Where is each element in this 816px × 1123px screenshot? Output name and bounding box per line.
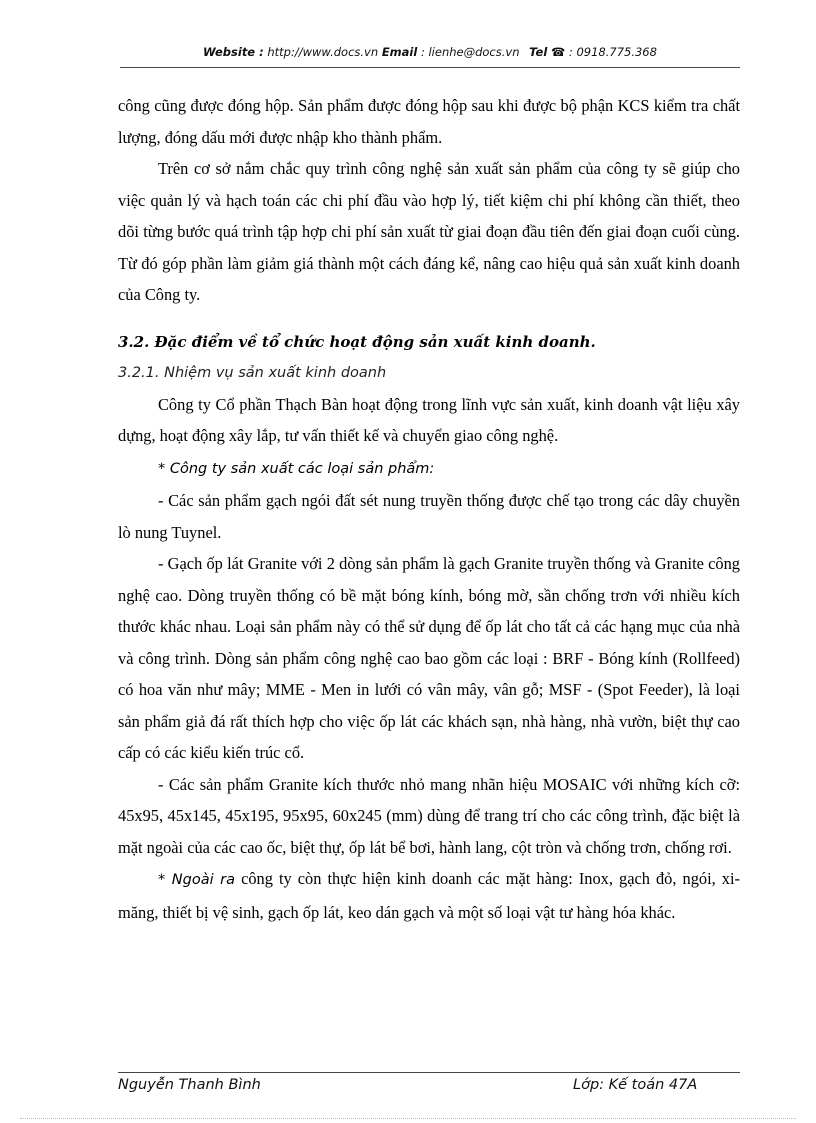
paragraph: - Các sản phẩm gạch ngói đất sét nung truyền thống được chế tạo trong các dây chuyền lò nung Tuynel. xyxy=(118,491,740,542)
tel-value: : 0918.775.368 xyxy=(568,45,657,59)
phone-icon: ☎ xyxy=(550,45,566,59)
email-label: Email xyxy=(381,45,418,59)
paragraph: - Gạch ốp lát Granite với 2 dòng sản phẩm là gạch Granite truyền thống và Granite công nghệ cao. Dòng truyền thống có bề mặt bóng kính, bóng mờ, sần chống trơn với nhiều kích thước khác nhau. Loại sản phẩm này có thể sử dụng để ốp lát cho tất cả các hạng mục của nhà và công trình. Dòng sản phẩm công nghệ cao bao gồm các loại : BRF - Bóng kính (Rollfeed) có hoa văn như mây; MME - Men in lưới có vân mây, vân gỗ; MSF - (Spot Feeder), là loại sản phẩm giả đá rất thích hợp cho việc ốp lát các khách sạn, nhà hàng, nhà vườn, biệt thự cao cấp có các kiểu kiến trúc cổ. xyxy=(118,554,740,762)
footer-author: Nguyễn Thanh Bình xyxy=(118,1077,261,1093)
tel-label: Tel xyxy=(529,45,548,59)
paragraph xyxy=(118,863,740,928)
paragraph: Trên cơ sở nắm chắc quy trình công nghệ sản xuất sản phẩm của công ty sẽ giúp cho việc quản lý và hạch toán các chi phí đầu vào hợp lý, tiết kiệm chi phí không cần thiết, theo dõi từng bước quá trình tập hợp chi phí sản xuất từ giai đoạn đầu tiên đến giai đoạn cuối cùng. Từ đó góp phần làm giảm giá thành một cách đáng kể, nâng cao hiệu quả sản xuất kinh doanh của Công ty. xyxy=(118,159,740,304)
paragraph: - Các sản phẩm Granite kích thước nhỏ mang nhãn hiệu MOSAIC với những kích cỡ: 45x95, 45x145, 45x195, 95x95, 60x245 (mm) dùng để trang trí cho các công trình, đặc biệt là mặt ngoài của các cao ốc, biệt thự, ốp lát bể bơi, hành lang, cột tròn và chống trơn, chống rơi. xyxy=(118,774,740,857)
bottom-divider xyxy=(20,1118,796,1119)
note-lead: * Ngoài ra xyxy=(158,872,236,888)
website-label: Website : xyxy=(203,45,264,59)
footer-class: Lớp: Kế toán 47A xyxy=(573,1077,698,1093)
website-value: http://www.docs.vn xyxy=(267,45,379,59)
document-body xyxy=(118,90,740,928)
paragraph: công cũng được đóng hộp. Sản phẩm được đóng hộp sau khi được bộ phận KCS kiểm tra chất lượng, đóng dấu mới được nhập kho thành phẩm. xyxy=(118,96,740,147)
page-footer xyxy=(118,1072,740,1093)
subsection-heading: 3.2.1. Nhiệm vụ sản xuất kinh doanh xyxy=(118,364,387,381)
paragraph xyxy=(118,452,740,486)
list-intro: * Công ty sản xuất các loại sản phẩm: xyxy=(158,460,435,477)
paragraph: Công ty Cổ phần Thạch Bàn hoạt động trong lĩnh vực sản xuất, kinh doanh vật liệu xây dựng, hoạt động xây lắp, tư vấn thiết kế và chuyển giao công nghệ. xyxy=(118,394,740,445)
email-value: : lienhe@docs.vn xyxy=(420,45,520,59)
page-header xyxy=(120,45,740,68)
note-text: công ty còn thực hiện kinh doanh các mặt hàng: Inox, gạch đỏ, ngói, xi-măng, thiết bị vệ sinh, gạch ốp lát, keo dán gạch và một số loại vật tư hàng hóa khác. xyxy=(118,869,740,922)
section-heading: 3.2. Đặc điểm về tổ chức hoạt động sản xuất kinh doanh. xyxy=(118,332,596,351)
